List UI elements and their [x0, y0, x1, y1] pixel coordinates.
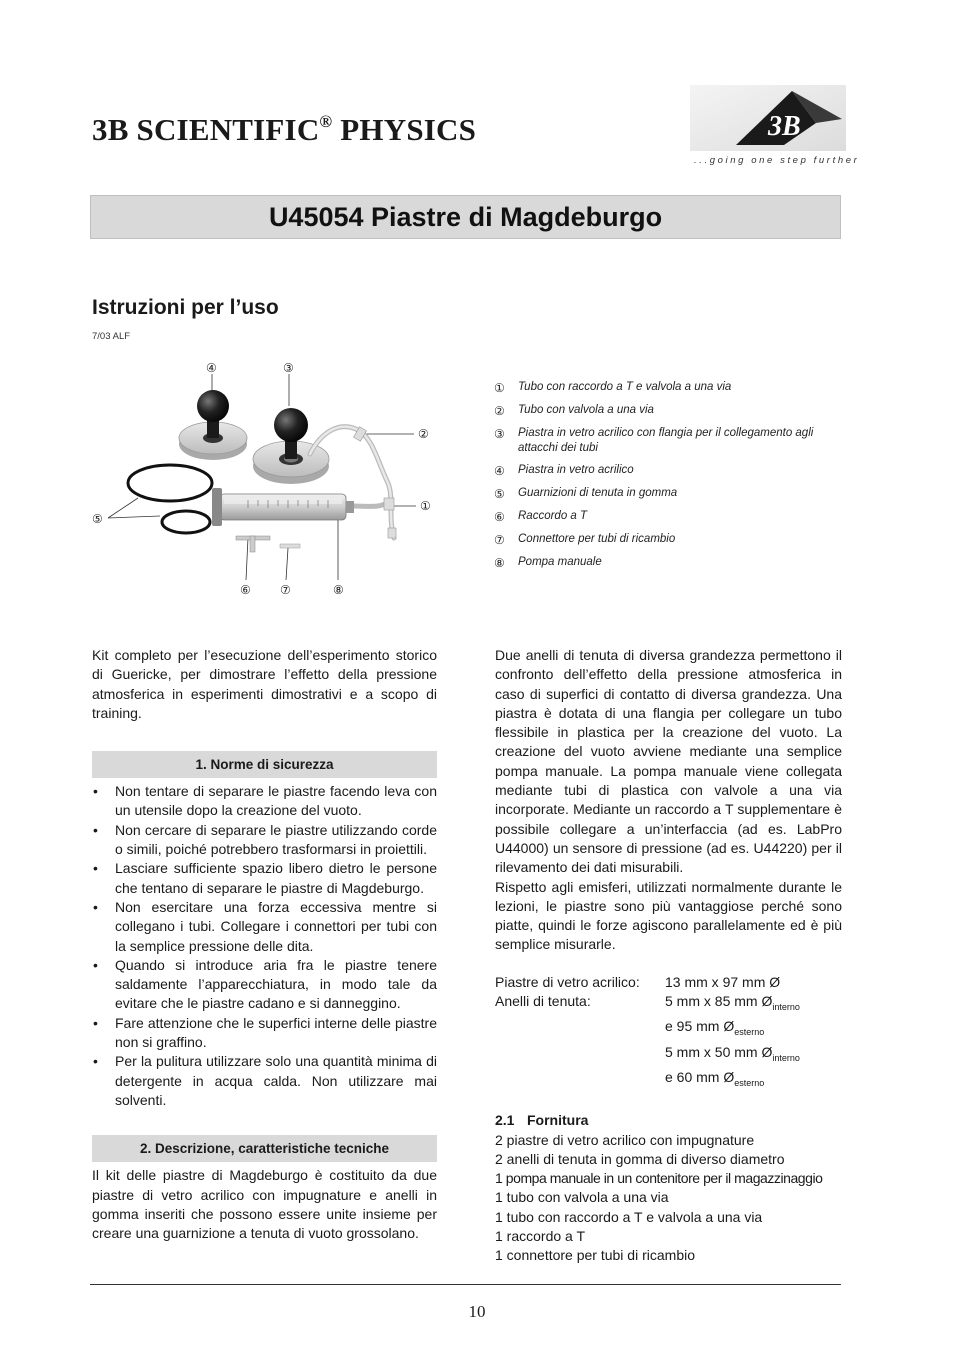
brand-title — [92, 112, 476, 148]
rubber-rings-drawing — [128, 465, 212, 533]
legend-text: Guarnizioni di tenuta in gomma — [518, 487, 678, 499]
logo-lettering: 3B — [768, 111, 801, 142]
brand-tail: PHYSICS — [332, 112, 477, 147]
document-code: 7/03 ALF — [92, 331, 131, 342]
callout-5: ⑤ — [92, 512, 103, 526]
callout-4: ④ — [206, 361, 217, 375]
legend-item — [494, 555, 844, 571]
legend-item — [494, 426, 844, 456]
legend-item — [494, 380, 844, 396]
callout-7: ⑦ — [280, 583, 291, 597]
specifications — [495, 973, 842, 1093]
legend-item — [494, 486, 844, 502]
spec-label: Anelli di tenuta: — [495, 993, 591, 1010]
title-bar — [90, 195, 841, 239]
legend-text: Tubo con raccordo a T e valvola a una via — [518, 381, 732, 393]
callout-2: ② — [418, 427, 429, 441]
description-paragraph-3: Rispetto agli emisferi, utilizzati normalmente durante le lezioni, le piastre sono più vantaggiose perché sono piatte, quindi le forze agiscono parallelamente ed è più semplice misurarle. — [495, 878, 842, 953]
callout-3: ③ — [283, 361, 294, 375]
safety-item: • Per la pulitura utilizzare solo una quantità minima di detergente in acqua calda. Non utilizzare mai solventi. — [92, 1052, 437, 1110]
legend-number: ⑧ — [494, 556, 505, 570]
figure-legend — [494, 380, 844, 578]
spec-row-ring2-outer: e 60 mm $Ø_{esterno}$ — [665, 1068, 765, 1088]
supply-number: 2.1 — [495, 1112, 515, 1129]
supply-item: 1 tubo con raccordo a T e valvola a una via — [495, 1208, 763, 1225]
description-paragraph-2: Due anelli di tenuta di diversa grandezza permettono il confronto dell’effetto della pressione atmosferica in caso di superfici di contatto di diversa grandezza. Una piastra è dotata di una flangia per collegare un tubo flessibile in plastica per la creazione del vuoto. La creazione del vuoto avviene mediante una semplice pompa manuale. La pompa manuale viene collegata mediante tubi di plastica con valvole a una via incorporate. Mediante un raccordo a T supplementare è possibile collegare a un’interfaccia (ad es. LabPro U44000) un sensore di pressione (ad es. U44220) per il rilevamento dei dati misurabili. — [495, 647, 842, 876]
supply-item: 1 pompa manuale in un contenitore per il magazzinaggio — [495, 1170, 823, 1187]
left-column — [92, 646, 437, 1243]
safety-item: • Fare attenzione che le superfici interne delle piastre non si graffino. — [92, 1014, 437, 1053]
legend-item — [494, 403, 844, 419]
callout-1: ① — [420, 499, 431, 513]
document-title: U45054 Piastre di Magdeburgo — [268, 202, 663, 232]
legend-item — [494, 532, 844, 548]
supply-item: 2 anelli di tenuta in gomma di diverso diametro — [495, 1150, 785, 1167]
registered-mark: ® — [319, 112, 333, 131]
description-paragraph: Il kit delle piastre di Magdeburgo è costituito da due piastre di vetro acrilico con impugnature e anelli in gomma inseriti che possono essere unite insieme per creare una guarnizione a tenuta di vuoto grossolano. — [92, 1167, 437, 1242]
supply-item: 1 raccordo a T — [495, 1228, 586, 1245]
legend-text: Piastra in vetro acrilico con flangia per il collegamento agli attacchi dei tubi — [518, 427, 814, 454]
legend-number: ② — [494, 404, 505, 418]
logo-tagline: ...going one step further — [694, 155, 860, 166]
spec-value: 13 mm x 97 mm Ø — [665, 973, 781, 990]
legend-number: ③ — [494, 427, 505, 441]
legend-number: ⑥ — [494, 510, 505, 524]
description-section-heading: 2. Descrizione, caratteristiche tecniche — [92, 1135, 437, 1162]
page-number: 10 — [468, 1302, 486, 1321]
instructions-heading: Istruzioni per l’uso — [92, 296, 279, 319]
right-column — [495, 646, 842, 1266]
brand-main: 3B SCIENTIFIC — [92, 112, 320, 147]
legend-number: ⑦ — [494, 533, 505, 547]
legend-number: ④ — [494, 464, 505, 478]
spec-label: Piastre di vetro acrilico: — [495, 973, 640, 990]
supply-item: 2 piastre di vetro acrilico con impugnature — [495, 1131, 755, 1148]
safety-item: • Non esercitare una forza eccessiva mentre si collegano i tubi. Collegare i connettori per tubi con la semplice pressione delle dita. — [92, 898, 437, 956]
plate-4-drawing — [179, 390, 247, 460]
spec-row-ring1-outer: e 95 mm $Ø_{esterno}$ — [665, 1018, 765, 1038]
connector-drawing — [280, 544, 300, 548]
callout-8: ⑧ — [333, 583, 344, 597]
supply-title: Fornitura — [527, 1112, 589, 1129]
legend-text: Pompa manuale — [518, 556, 602, 568]
spec-row-plates — [495, 973, 842, 992]
spec-row-ring2-inner: 5 mm x 50 mm $Ø_{interno}$ — [665, 1043, 800, 1063]
callout-6: ⑥ — [240, 583, 251, 597]
safety-item: • Lasciare sufficiente spazio libero dietro le persone che tentano di separare le piastre di Magdeburgo. — [92, 859, 437, 898]
pump-drawing — [212, 488, 354, 526]
apparatus-illustration — [88, 358, 448, 603]
legend-item — [494, 509, 844, 525]
t-piece-drawing — [236, 536, 270, 552]
spec-row-rings — [495, 992, 842, 1017]
safety-list — [92, 782, 437, 1110]
safety-item: • Quando si introduce aria fra le piastre tenere saldamente l’apparecchiatura, in modo tale da evitare che le piastre cadano e si danneggino. — [92, 956, 437, 1014]
safety-item: • Non cercare di separare le piastre utilizzando corde o simili, poiché potrebbero trasformarsi in proiettili. — [92, 821, 437, 860]
supply-heading — [495, 1111, 842, 1130]
legend-text: Connettore per tubi di ricambio — [518, 533, 676, 545]
intro-paragraph: Kit completo per l’esecuzione dell’esperimento storico di Guericke, per dimostrare l’effetto della pressione atmosferica in esperimenti dimostrativi e a scopo di training. — [92, 647, 437, 721]
legend-number: ⑤ — [494, 487, 505, 501]
legend-number: ① — [494, 381, 505, 395]
supply-item: 1 tubo con valvola a una via — [495, 1189, 669, 1206]
spec-value: 5 mm x 85 mm $Ø_{interno}$ — [665, 993, 800, 1013]
supply-item: 1 connettore per tubi di ricambio — [495, 1247, 695, 1264]
safety-section-heading: 1. Norme di sicurezza — [92, 751, 437, 778]
legend-text: Piastra in vetro acrilico — [518, 464, 634, 476]
tubing-drawing — [310, 427, 394, 538]
legend-text: Raccordo a T — [518, 510, 588, 522]
legend-text: Tubo con valvola a una via — [518, 404, 654, 416]
footer-rule — [90, 1284, 841, 1285]
safety-item: • Non tentare di separare le piastre facendo leva con un utensile dopo la creazione del vuoto. — [92, 782, 437, 821]
legend-item — [494, 463, 844, 479]
